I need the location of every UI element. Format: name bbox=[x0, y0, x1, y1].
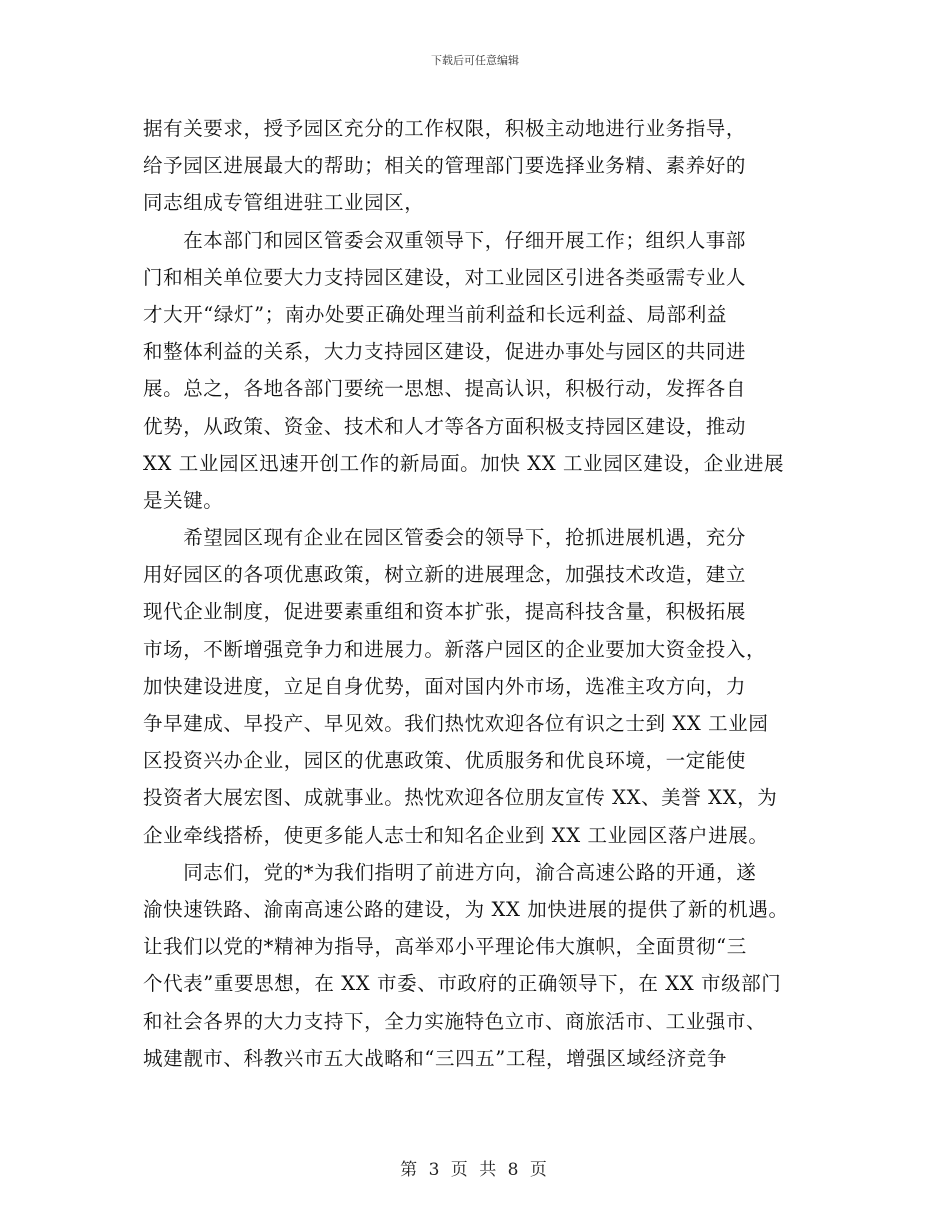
text-line: 同志组成专管组进驻工业园区， bbox=[143, 191, 425, 215]
text-line: 市场，不断增强竞争力和进展力。新落户园区的企业要加大资金投入， bbox=[143, 637, 767, 661]
page-number: 第 3 页 共 8 页 bbox=[400, 1160, 550, 1180]
text-line: 是关键。 bbox=[143, 488, 224, 512]
text-line: 现代企业制度，促进要素重组和资本扩张，提高科技含量，积极拓展 bbox=[143, 600, 747, 624]
text-line: 加快建设进度，立足自身优势，面对国内外市场，选准主攻方向，力 bbox=[143, 674, 747, 698]
text-line: 展。总之，各地各部门要统一思想、提高认识，积极行动，发挥各自 bbox=[143, 377, 747, 401]
text-line: 让我们以党的*精神为指导，高举邓小平理论伟大旗帜，全面贯彻“三 bbox=[143, 935, 747, 959]
text-line: 在本部门和园区管委会双重领导下，仔细开展工作；组织人事部 bbox=[143, 228, 747, 252]
text-line: 个代表”重要思想，在 XX 市委、市政府的正确领导下，在 XX 市级部门 bbox=[143, 972, 782, 996]
text-line: 投资者大展宏图、成就事业。热忱欢迎各位朋友宣传 XX、美誉 XX，为 bbox=[143, 786, 778, 810]
text-line: 希望园区现有企业在园区管委会的领导下，抢抓进展机遇，充分 bbox=[143, 526, 747, 550]
text-line: 和整体利益的关系，大力支持园区建设，促进办事处与园区的共同进 bbox=[143, 340, 747, 364]
text-line: 城建靓市、科教兴市五大战略和“三四五”工程，增强区域经济竞争 bbox=[143, 1046, 727, 1070]
text-line: 企业牵线搭桥，使更多能人志士和知名企业到 XX 工业园区落户进展。 bbox=[143, 823, 769, 847]
page-header-note: 下载后可任意编辑 bbox=[431, 54, 519, 67]
text-line: 给予园区进展最大的帮助；相关的管理部门要选择业务精、素养好的 bbox=[143, 154, 747, 178]
text-line: 和社会各界的大力支持下，全力实施特色立市、商旅活市、工业强市、 bbox=[143, 1009, 767, 1033]
document-body bbox=[143, 110, 823, 1077]
text-line: 优势，从政策、资金、技术和人才等各方面积极支持园区建设，推动 bbox=[143, 414, 747, 438]
text-line: XX 工业园区迅速开创工作的新局面。加快 XX 工业园区建设，企业进展 bbox=[143, 451, 785, 475]
text-line: 门和相关单位要大力支持园区建设，对工业园区引进各类亟需专业人 bbox=[143, 265, 747, 289]
text-line: 争早建成、早投产、早见效。我们热忱欢迎各位有识之士到 XX 工业园 bbox=[143, 712, 769, 735]
text-line: 据有关要求，授予园区充分的工作权限，积极主动地进行业务指导， bbox=[143, 117, 747, 140]
text-line: 用好园区的各项优惠政策，树立新的进展理念，加强技术改造，建立 bbox=[143, 563, 747, 587]
text-line: 区投资兴办企业，园区的优惠政策、优质服务和优良环境，一定能使 bbox=[143, 749, 747, 773]
text-line: 才大开“绿灯”；南办处要正确处理当前利益和长远利益、局部利益 bbox=[143, 302, 727, 326]
text-line: 渝快速铁路、渝南高速公路的建设，为 XX 加快进展的提供了新的机遇。 bbox=[143, 897, 789, 921]
text-line: 同志们，党的*为我们指明了前进方向，渝合高速公路的开通，遂 bbox=[143, 860, 757, 884]
